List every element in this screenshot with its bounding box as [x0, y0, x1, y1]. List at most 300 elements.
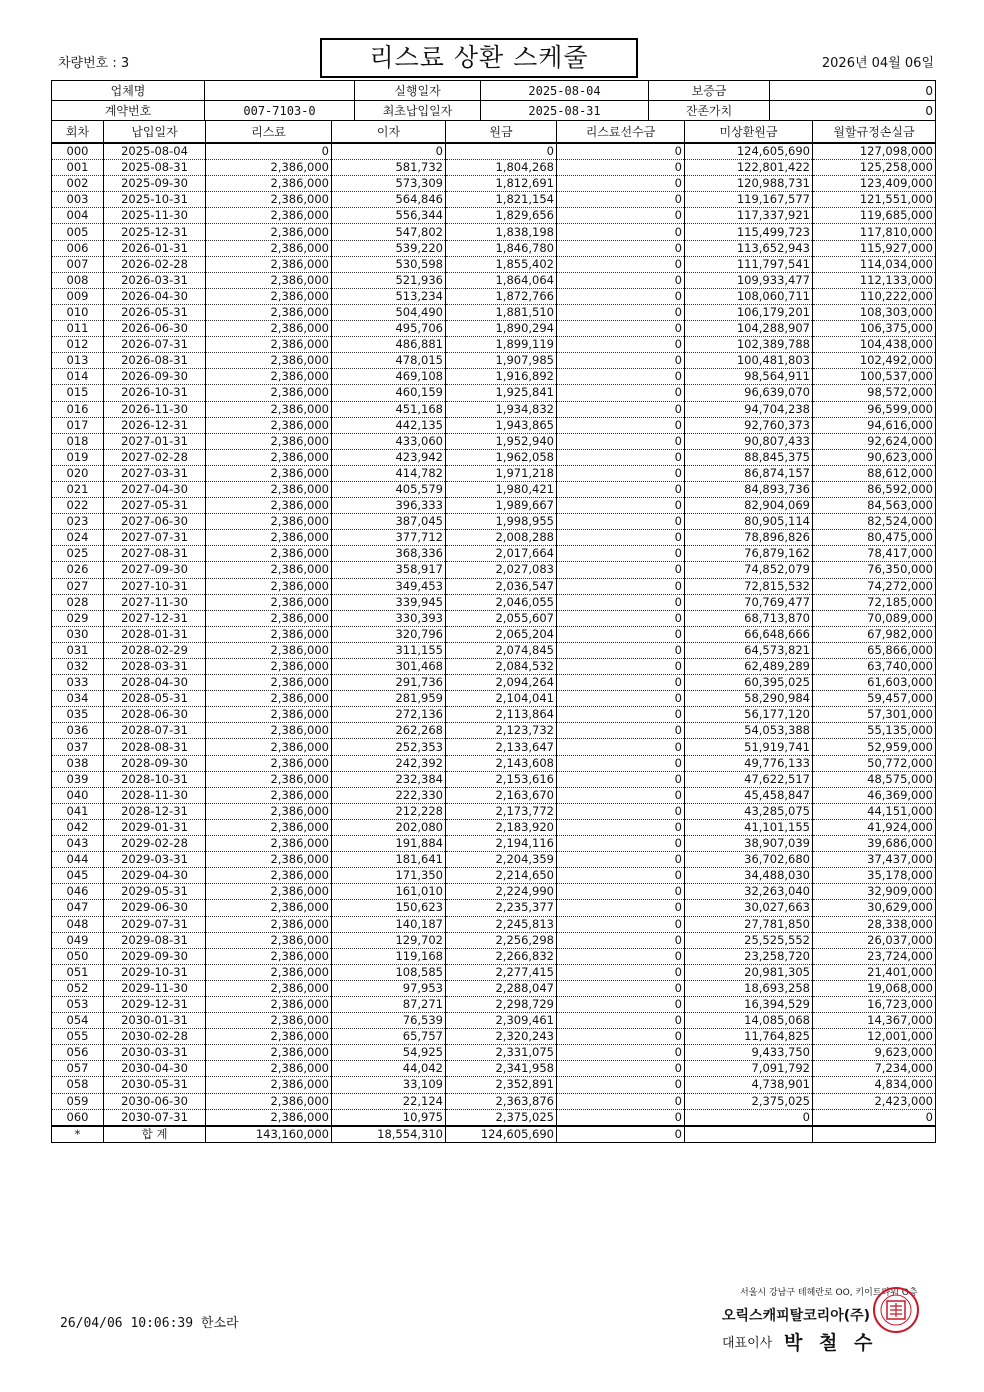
- cell-interest: 232,384: [332, 771, 446, 787]
- cell-principal: 1,998,955: [446, 514, 557, 530]
- cell-loss-amount: 78,417,000: [813, 546, 936, 562]
- cell-round: 041: [52, 803, 104, 819]
- cell-pay-date: 2027-11-30: [104, 594, 206, 610]
- cell-prepaid: 0: [557, 192, 685, 208]
- cell-principal: 0: [446, 143, 557, 160]
- cell-round: 057: [52, 1061, 104, 1077]
- cell-pay-date: 2027-10-31: [104, 578, 206, 594]
- cell-round: 047: [52, 900, 104, 916]
- cell-round: 020: [52, 465, 104, 481]
- cell-pay-date: 2027-08-31: [104, 546, 206, 562]
- cell-principal: 1,829,656: [446, 208, 557, 224]
- cell-lease-fee: 2,386,000: [206, 337, 332, 353]
- cell-interest: 202,080: [332, 819, 446, 835]
- table-row: [52, 417, 936, 433]
- cell-loss-amount: 30,629,000: [813, 900, 936, 916]
- table-row: [52, 723, 936, 739]
- table-row: [52, 272, 936, 288]
- cell-lease-fee: 2,386,000: [206, 642, 332, 658]
- table-row: [52, 240, 936, 256]
- table-row: [52, 1045, 936, 1061]
- cell-interest: 22,124: [332, 1093, 446, 1109]
- table-row: [52, 160, 936, 176]
- cell-lease-fee: 2,386,000: [206, 256, 332, 272]
- cell-round: 028: [52, 594, 104, 610]
- cell-loss-amount: 32,909,000: [813, 884, 936, 900]
- table-row: [52, 578, 936, 594]
- cell-principal: 1,899,119: [446, 337, 557, 353]
- table-row: [52, 208, 936, 224]
- cell-round: 012: [52, 337, 104, 353]
- table-row: [52, 288, 936, 304]
- table-row: [52, 176, 936, 192]
- cell-pay-date: 2028-03-31: [104, 659, 206, 675]
- cell-pay-date: 2025-10-31: [104, 192, 206, 208]
- cell-principal: 1,855,402: [446, 256, 557, 272]
- cell-lease-fee: 2,386,000: [206, 1045, 332, 1061]
- cell-loss-amount: 39,686,000: [813, 836, 936, 852]
- cell-principal: 1,872,766: [446, 288, 557, 304]
- company-name: 오릭스캐피탈코리아(주): [722, 1308, 871, 1324]
- cell-pay-date: 2025-12-31: [104, 224, 206, 240]
- cell-interest: 65,757: [332, 1029, 446, 1045]
- cell-outstanding: 20,981,305: [685, 964, 813, 980]
- cell-loss-amount: 35,178,000: [813, 868, 936, 884]
- table-row: [52, 594, 936, 610]
- cell-interest: 530,598: [332, 256, 446, 272]
- cell-lease-fee: 2,386,000: [206, 884, 332, 900]
- cell-round: 048: [52, 916, 104, 932]
- cell-lease-fee: 2,386,000: [206, 836, 332, 852]
- cell-prepaid: 0: [557, 272, 685, 288]
- cell-principal: 2,277,415: [446, 964, 557, 980]
- cell-interest: 387,045: [332, 514, 446, 530]
- cell-prepaid: 0: [557, 417, 685, 433]
- cell-interest: 262,268: [332, 723, 446, 739]
- cell-lease-fee: 2,386,000: [206, 707, 332, 723]
- cell-round: 003: [52, 192, 104, 208]
- table-row: [52, 1029, 936, 1045]
- cell-round: 008: [52, 272, 104, 288]
- cell-lease-fee: 2,386,000: [206, 723, 332, 739]
- cell-pay-date: 2026-08-31: [104, 353, 206, 369]
- cell-round: 017: [52, 417, 104, 433]
- cell-round: 013: [52, 353, 104, 369]
- cell-prepaid: 0: [557, 852, 685, 868]
- cell-interest: 513,234: [332, 288, 446, 304]
- cell-lease-fee: 2,386,000: [206, 691, 332, 707]
- cell-loss-amount: 92,624,000: [813, 433, 936, 449]
- cell-principal: 2,214,650: [446, 868, 557, 884]
- contract-no-label: 계약번호: [52, 101, 205, 121]
- company-seal-icon: [872, 1286, 920, 1334]
- cell-pay-date: 2028-11-30: [104, 787, 206, 803]
- cell-interest: 181,641: [332, 852, 446, 868]
- cell-prepaid: 0: [557, 755, 685, 771]
- company-label: 업체명: [52, 81, 205, 101]
- rep-name: 박 철 수: [784, 1332, 878, 1354]
- cell-principal: 2,245,813: [446, 916, 557, 932]
- cell-prepaid: 0: [557, 884, 685, 900]
- cell-interest: 573,309: [332, 176, 446, 192]
- cell-pay-date: 2026-06-30: [104, 321, 206, 337]
- cell-prepaid: 0: [557, 916, 685, 932]
- cell-lease-fee: 2,386,000: [206, 916, 332, 932]
- cell-loss-amount: 9,623,000: [813, 1045, 936, 1061]
- cell-principal: 2,074,845: [446, 642, 557, 658]
- cell-lease-fee: 2,386,000: [206, 530, 332, 546]
- cell-principal: 1,916,892: [446, 369, 557, 385]
- total-prepaid: 0: [557, 1126, 685, 1143]
- cell-principal: 1,804,268: [446, 160, 557, 176]
- cell-prepaid: 0: [557, 481, 685, 497]
- table-row: [52, 755, 936, 771]
- cell-interest: 140,187: [332, 916, 446, 932]
- cell-round: 033: [52, 675, 104, 691]
- cell-lease-fee: 2,386,000: [206, 868, 332, 884]
- cell-interest: 108,585: [332, 964, 446, 980]
- cell-pay-date: 2029-05-31: [104, 884, 206, 900]
- cell-interest: 581,732: [332, 160, 446, 176]
- cell-round: 056: [52, 1045, 104, 1061]
- cell-outstanding: 68,713,870: [685, 610, 813, 626]
- cell-pay-date: 2027-06-30: [104, 514, 206, 530]
- cell-round: 032: [52, 659, 104, 675]
- cell-principal: 2,036,547: [446, 578, 557, 594]
- cell-prepaid: 0: [557, 707, 685, 723]
- cell-round: 051: [52, 964, 104, 980]
- cell-pay-date: 2029-02-28: [104, 836, 206, 852]
- cell-principal: 1,846,780: [446, 240, 557, 256]
- cell-outstanding: 70,769,477: [685, 594, 813, 610]
- cell-loss-amount: 70,089,000: [813, 610, 936, 626]
- cell-lease-fee: 2,386,000: [206, 385, 332, 401]
- table-row: [52, 1061, 936, 1077]
- cell-principal: 2,008,288: [446, 530, 557, 546]
- contract-no-value: 007-7103-0: [205, 101, 355, 121]
- table-row: [52, 321, 936, 337]
- cell-prepaid: 0: [557, 948, 685, 964]
- cell-lease-fee: 2,386,000: [206, 610, 332, 626]
- cell-principal: 1,934,832: [446, 401, 557, 417]
- cell-round: 034: [52, 691, 104, 707]
- cell-round: 045: [52, 868, 104, 884]
- cell-lease-fee: 2,386,000: [206, 1029, 332, 1045]
- cell-interest: 547,802: [332, 224, 446, 240]
- table-row: [52, 224, 936, 240]
- cell-outstanding: 25,525,552: [685, 932, 813, 948]
- cell-lease-fee: 2,386,000: [206, 353, 332, 369]
- cell-principal: 2,375,025: [446, 1109, 557, 1126]
- cell-loss-amount: 102,492,000: [813, 353, 936, 369]
- cell-round: 026: [52, 562, 104, 578]
- cell-principal: 2,183,920: [446, 819, 557, 835]
- table-row: [52, 707, 936, 723]
- total-label: 합 계: [104, 1126, 206, 1143]
- cell-interest: 442,135: [332, 417, 446, 433]
- cell-outstanding: 100,481,803: [685, 353, 813, 369]
- cell-interest: 311,155: [332, 642, 446, 658]
- cell-round: 043: [52, 836, 104, 852]
- cell-round: 004: [52, 208, 104, 224]
- cell-principal: 2,235,377: [446, 900, 557, 916]
- cell-interest: 54,925: [332, 1045, 446, 1061]
- cell-lease-fee: 2,386,000: [206, 514, 332, 530]
- table-row: [52, 996, 936, 1012]
- cell-loss-amount: 104,438,000: [813, 337, 936, 353]
- cell-interest: 349,453: [332, 578, 446, 594]
- cell-pay-date: 2029-08-31: [104, 932, 206, 948]
- cell-prepaid: 0: [557, 900, 685, 916]
- exec-date-label: 실행일자: [355, 81, 481, 101]
- table-row: [52, 852, 936, 868]
- total-interest: 18,554,310: [332, 1126, 446, 1143]
- cell-lease-fee: 2,386,000: [206, 498, 332, 514]
- cell-lease-fee: 2,386,000: [206, 755, 332, 771]
- cell-round: 053: [52, 996, 104, 1012]
- cell-loss-amount: 55,135,000: [813, 723, 936, 739]
- cell-prepaid: 0: [557, 530, 685, 546]
- cell-lease-fee: 2,386,000: [206, 272, 332, 288]
- cell-outstanding: 109,933,477: [685, 272, 813, 288]
- cell-prepaid: 0: [557, 739, 685, 755]
- cell-outstanding: 115,499,723: [685, 224, 813, 240]
- cell-prepaid: 0: [557, 562, 685, 578]
- car-number-label: 차량번호 : 3: [58, 56, 130, 71]
- cell-round: 014: [52, 369, 104, 385]
- cell-round: 009: [52, 288, 104, 304]
- cell-round: 022: [52, 498, 104, 514]
- cell-loss-amount: 90,623,000: [813, 449, 936, 465]
- residual-label: 잔존가치: [649, 101, 770, 121]
- cell-pay-date: 2028-09-30: [104, 755, 206, 771]
- cell-pay-date: 2028-07-31: [104, 723, 206, 739]
- table-row: [52, 900, 936, 916]
- cell-principal: 2,173,772: [446, 803, 557, 819]
- table-row: [52, 868, 936, 884]
- cell-pay-date: 2030-07-31: [104, 1109, 206, 1126]
- cell-interest: 469,108: [332, 369, 446, 385]
- cell-loss-amount: 48,575,000: [813, 771, 936, 787]
- table-row: [52, 385, 936, 401]
- cell-lease-fee: 2,386,000: [206, 546, 332, 562]
- cell-pay-date: 2026-04-30: [104, 288, 206, 304]
- table-row: [52, 401, 936, 417]
- cell-pay-date: 2028-04-30: [104, 675, 206, 691]
- cell-round: 058: [52, 1077, 104, 1093]
- cell-lease-fee: 2,386,000: [206, 208, 332, 224]
- cell-loss-amount: 127,098,000: [813, 143, 936, 160]
- cell-outstanding: 111,797,541: [685, 256, 813, 272]
- cell-round: 054: [52, 1013, 104, 1029]
- table-row: [52, 932, 936, 948]
- cell-prepaid: 0: [557, 498, 685, 514]
- cell-principal: 2,331,075: [446, 1045, 557, 1061]
- cell-outstanding: 47,622,517: [685, 771, 813, 787]
- cell-lease-fee: 2,386,000: [206, 964, 332, 980]
- table-row: [52, 610, 936, 626]
- cell-round: 024: [52, 530, 104, 546]
- cell-lease-fee: 2,386,000: [206, 417, 332, 433]
- cell-outstanding: 2,375,025: [685, 1093, 813, 1109]
- cell-outstanding: 108,060,711: [685, 288, 813, 304]
- cell-principal: 2,288,047: [446, 980, 557, 996]
- cell-round: 035: [52, 707, 104, 723]
- cell-lease-fee: 2,386,000: [206, 401, 332, 417]
- cell-outstanding: 88,845,375: [685, 449, 813, 465]
- cell-outstanding: 45,458,847: [685, 787, 813, 803]
- cell-lease-fee: 2,386,000: [206, 948, 332, 964]
- cell-prepaid: 0: [557, 659, 685, 675]
- cell-lease-fee: 2,386,000: [206, 626, 332, 642]
- cell-outstanding: 38,907,039: [685, 836, 813, 852]
- cell-interest: 76,539: [332, 1013, 446, 1029]
- table-row: [52, 675, 936, 691]
- cell-principal: 1,925,841: [446, 385, 557, 401]
- cell-principal: 2,084,532: [446, 659, 557, 675]
- total-principal: 124,605,690: [446, 1126, 557, 1143]
- cell-pay-date: 2030-05-31: [104, 1077, 206, 1093]
- cell-lease-fee: 2,386,000: [206, 803, 332, 819]
- first-pay-value: 2025-08-31: [481, 101, 649, 121]
- cell-pay-date: 2027-09-30: [104, 562, 206, 578]
- cell-outstanding: 49,776,133: [685, 755, 813, 771]
- cell-loss-amount: 74,272,000: [813, 578, 936, 594]
- cell-round: 030: [52, 626, 104, 642]
- cell-prepaid: 0: [557, 401, 685, 417]
- cell-outstanding: 54,053,388: [685, 723, 813, 739]
- cell-pay-date: 2030-04-30: [104, 1061, 206, 1077]
- cell-principal: 2,123,732: [446, 723, 557, 739]
- cell-prepaid: 0: [557, 546, 685, 562]
- cell-principal: 2,027,083: [446, 562, 557, 578]
- cell-prepaid: 0: [557, 594, 685, 610]
- table-row: [52, 1077, 936, 1093]
- cell-outstanding: 41,101,155: [685, 819, 813, 835]
- cell-round: 037: [52, 739, 104, 755]
- cell-pay-date: 2027-01-31: [104, 433, 206, 449]
- table-row: [52, 256, 936, 272]
- col-header-prepaid: 리스료선수금: [557, 121, 685, 144]
- cell-outstanding: 90,807,433: [685, 433, 813, 449]
- cell-round: 021: [52, 481, 104, 497]
- cell-principal: 2,309,461: [446, 1013, 557, 1029]
- cell-pay-date: 2026-01-31: [104, 240, 206, 256]
- cell-loss-amount: 23,724,000: [813, 948, 936, 964]
- cell-lease-fee: 2,386,000: [206, 160, 332, 176]
- table-row: [52, 1013, 936, 1029]
- cell-outstanding: 124,605,690: [685, 143, 813, 160]
- cell-pay-date: 2029-11-30: [104, 980, 206, 996]
- cell-outstanding: 34,488,030: [685, 868, 813, 884]
- cell-loss-amount: 76,350,000: [813, 562, 936, 578]
- cell-lease-fee: 2,386,000: [206, 449, 332, 465]
- cell-interest: 150,623: [332, 900, 446, 916]
- cell-outstanding: 27,781,850: [685, 916, 813, 932]
- cell-lease-fee: 2,386,000: [206, 481, 332, 497]
- cell-lease-fee: 2,386,000: [206, 1013, 332, 1029]
- cell-principal: 2,352,891: [446, 1077, 557, 1093]
- cell-interest: 242,392: [332, 755, 446, 771]
- cell-loss-amount: 108,303,000: [813, 304, 936, 320]
- cell-principal: 2,194,116: [446, 836, 557, 852]
- cell-prepaid: 0: [557, 1109, 685, 1126]
- cell-pay-date: 2029-12-31: [104, 996, 206, 1012]
- cell-principal: 2,046,055: [446, 594, 557, 610]
- cell-outstanding: 74,852,079: [685, 562, 813, 578]
- cell-loss-amount: 19,068,000: [813, 980, 936, 996]
- col-header-interest: 이자: [332, 121, 446, 144]
- table-row: [52, 192, 936, 208]
- cell-interest: 460,159: [332, 385, 446, 401]
- cell-prepaid: 0: [557, 288, 685, 304]
- table-row: [52, 143, 936, 160]
- cell-lease-fee: 2,386,000: [206, 433, 332, 449]
- cell-lease-fee: 2,386,000: [206, 321, 332, 337]
- cell-outstanding: 43,285,075: [685, 803, 813, 819]
- deposit-label: 보증금: [649, 81, 770, 101]
- table-row: [52, 626, 936, 642]
- cell-interest: 330,393: [332, 610, 446, 626]
- cell-pay-date: 2028-02-29: [104, 642, 206, 658]
- cell-prepaid: 0: [557, 675, 685, 691]
- cell-pay-date: 2030-02-28: [104, 1029, 206, 1045]
- cell-interest: 291,736: [332, 675, 446, 691]
- cell-pay-date: 2028-12-31: [104, 803, 206, 819]
- cell-prepaid: 0: [557, 1061, 685, 1077]
- cell-round: 050: [52, 948, 104, 964]
- cell-loss-amount: 117,810,000: [813, 224, 936, 240]
- cell-interest: 433,060: [332, 433, 446, 449]
- cell-lease-fee: 2,386,000: [206, 192, 332, 208]
- cell-lease-fee: 2,386,000: [206, 562, 332, 578]
- company-value: [205, 81, 355, 101]
- cell-prepaid: 0: [557, 337, 685, 353]
- cell-loss-amount: 4,834,000: [813, 1077, 936, 1093]
- cell-principal: 2,224,990: [446, 884, 557, 900]
- cell-lease-fee: 2,386,000: [206, 932, 332, 948]
- cell-principal: 2,363,876: [446, 1093, 557, 1109]
- cell-outstanding: 23,258,720: [685, 948, 813, 964]
- cell-round: 027: [52, 578, 104, 594]
- cell-loss-amount: 110,222,000: [813, 288, 936, 304]
- cell-round: 046: [52, 884, 104, 900]
- cell-interest: 339,945: [332, 594, 446, 610]
- cell-loss-amount: 121,551,000: [813, 192, 936, 208]
- cell-prepaid: 0: [557, 208, 685, 224]
- cell-loss-amount: 65,866,000: [813, 642, 936, 658]
- cell-loss-amount: 12,001,000: [813, 1029, 936, 1045]
- col-header-lease-fee: 리스료: [206, 121, 332, 144]
- cell-pay-date: 2027-05-31: [104, 498, 206, 514]
- cell-loss-amount: 16,723,000: [813, 996, 936, 1012]
- cell-interest: 97,953: [332, 980, 446, 996]
- cell-loss-amount: 94,616,000: [813, 417, 936, 433]
- total-loss-amount: [813, 1126, 936, 1143]
- cell-pay-date: 2025-08-31: [104, 160, 206, 176]
- cell-prepaid: 0: [557, 449, 685, 465]
- cell-pay-date: 2025-09-30: [104, 176, 206, 192]
- table-row: [52, 836, 936, 852]
- cell-outstanding: 106,179,201: [685, 304, 813, 320]
- cell-interest: 320,796: [332, 626, 446, 642]
- cell-pay-date: 2026-11-30: [104, 401, 206, 417]
- cell-principal: 2,256,298: [446, 932, 557, 948]
- document-title: 리스료 상환 스케줄: [320, 38, 638, 78]
- cell-pay-date: 2028-06-30: [104, 707, 206, 723]
- cell-prepaid: 0: [557, 240, 685, 256]
- cell-loss-amount: 59,457,000: [813, 691, 936, 707]
